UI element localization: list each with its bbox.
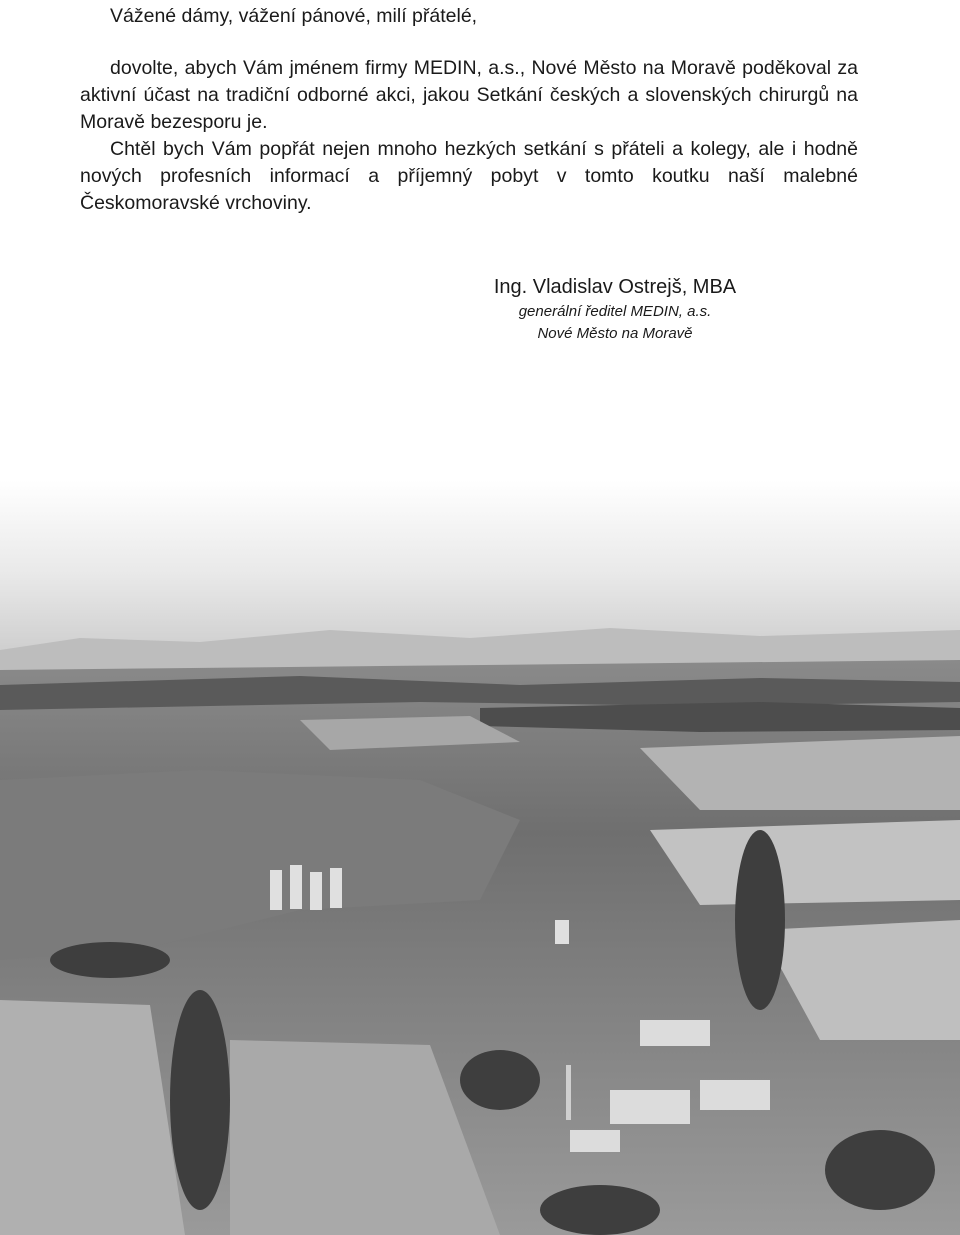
aerial-landscape-photo — [0, 480, 960, 1235]
paragraph-wishes: Chtěl bych Vám popřát nejen mnoho hezkých setkání s přáteli a kolegy, ale i hodně nových profesních informací a příjemný pobyt v tomto koutku naší malebné Českomoravské vrchoviny. — [80, 138, 858, 214]
greeting: Vážené dámy, vážení pánové, milí přátelé, — [110, 5, 478, 27]
signatory-role: generální ředitel MEDIN, a.s. — [518, 303, 712, 320]
paragraph-thanks: dovolte, abych Vám jménem firmy MEDIN, a.s., Nové Město na Moravě poděkoval za aktivní účast na tradiční odborné akci, jakou Setkání českých a slovenských chirurgů na Moravě bezesporu je. — [80, 57, 858, 133]
signature-block — [470, 273, 760, 345]
signatory-location: Nové Město na Moravě — [537, 325, 693, 342]
signatory-name: Ing. Vladislav Ostrejš, MBA — [493, 276, 737, 298]
